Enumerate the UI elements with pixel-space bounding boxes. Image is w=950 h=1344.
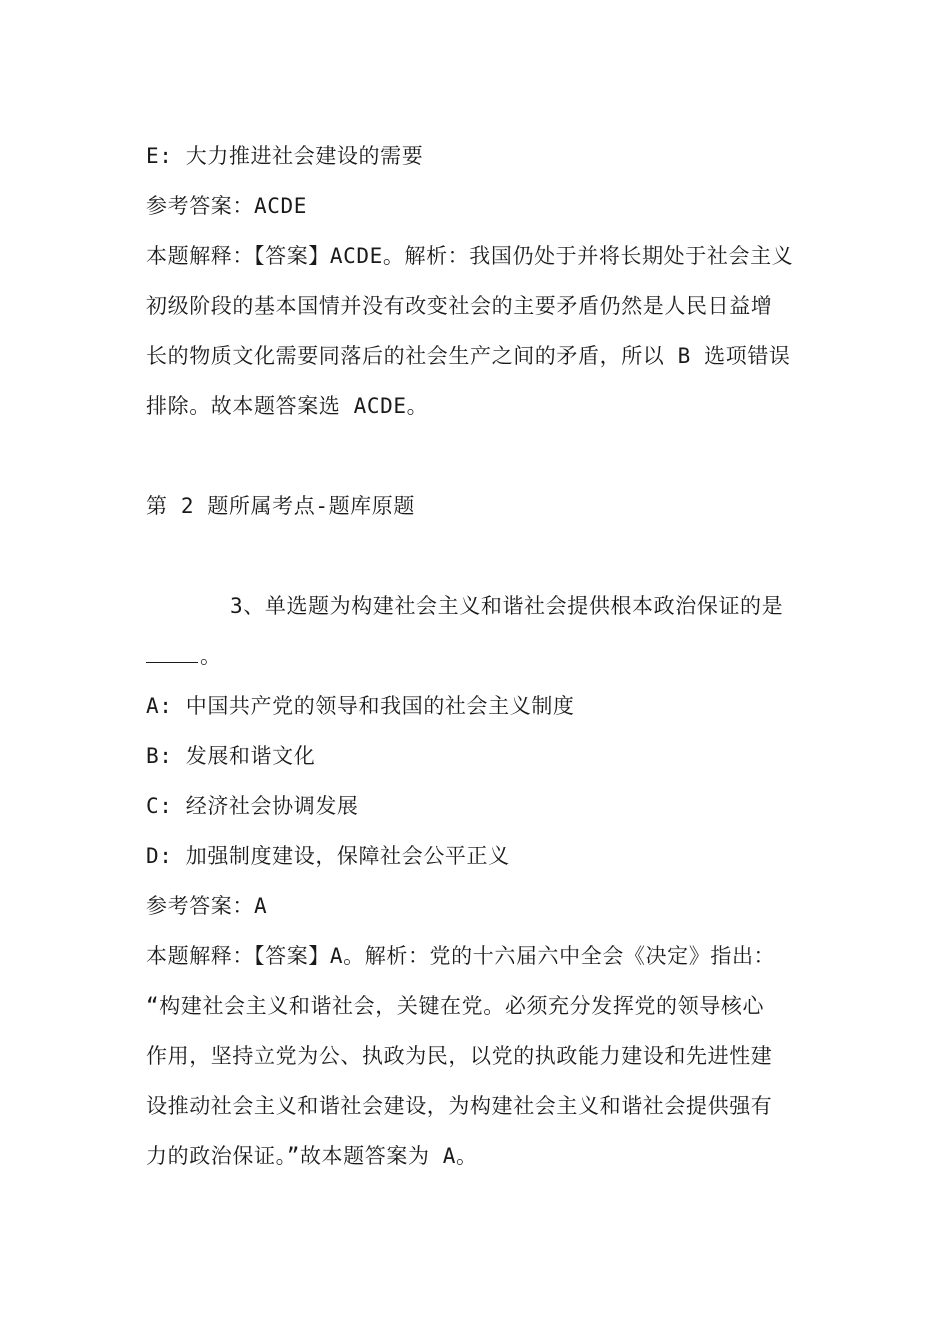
q3-explanation-line: 设推动社会主义和谐社会建设，为构建社会主义和谐社会提供强有 bbox=[146, 1094, 773, 1118]
option-a: A: 中国共产党的领导和我国的社会主义制度 bbox=[146, 694, 575, 718]
q3-question: 3、单选题为构建社会主义和谐社会提供根本政治保证的是 bbox=[230, 594, 784, 618]
option-e: E: 大力推进社会建设的需要 bbox=[146, 144, 424, 168]
option-d: D: 加强制度建设，保障社会公平正义 bbox=[146, 844, 510, 868]
q2-explanation-line: 排除。故本题答案选 ACDE。 bbox=[146, 394, 429, 418]
answer-blank bbox=[146, 646, 198, 663]
q3-question-suffix: 。 bbox=[200, 644, 222, 668]
option-c: C: 经济社会协调发展 bbox=[146, 794, 359, 818]
spacer bbox=[146, 531, 810, 581]
q3-explanation-line: 力的政治保证。”故本题答案为 A。 bbox=[146, 1144, 478, 1168]
q3-question-blank bbox=[146, 631, 810, 681]
spacer bbox=[146, 431, 810, 481]
q2-explanation-line: 长的物质文化需要同落后的社会生产之间的矛盾，所以 B 选项错误 bbox=[146, 344, 791, 368]
q2-explanation-line: 初级阶段的基本国情并没有改变社会的主要矛盾仍然是人民日益增 bbox=[146, 294, 773, 318]
q2-explanation bbox=[146, 231, 810, 431]
q2-explanation-line: 本题解释：【答案】ACDE。解析：我国仍处于并将长期处于社会主义 bbox=[146, 244, 794, 268]
q3-explanation-line: 作用，坚持立党为公、执政为民，以党的执政能力建设和先进性建 bbox=[146, 1044, 773, 1068]
q2-answer: 参考答案：ACDE bbox=[146, 194, 307, 218]
option-b: B: 发展和谐文化 bbox=[146, 744, 316, 768]
q3-explanation-line: 本题解释：【答案】A。解析：党的十六届六中全会《决定》指出： bbox=[146, 944, 776, 968]
q2-topic: 第 2 题所属考点-题库原题 bbox=[146, 494, 415, 518]
document-body bbox=[146, 131, 810, 1181]
q3-answer: 参考答案：A bbox=[146, 894, 268, 918]
q3-options bbox=[146, 681, 810, 881]
q3-explanation-line: “构建社会主义和谐社会，关键在党。必须充分发挥党的领导核心 bbox=[146, 994, 765, 1018]
q3-explanation bbox=[146, 931, 810, 1181]
